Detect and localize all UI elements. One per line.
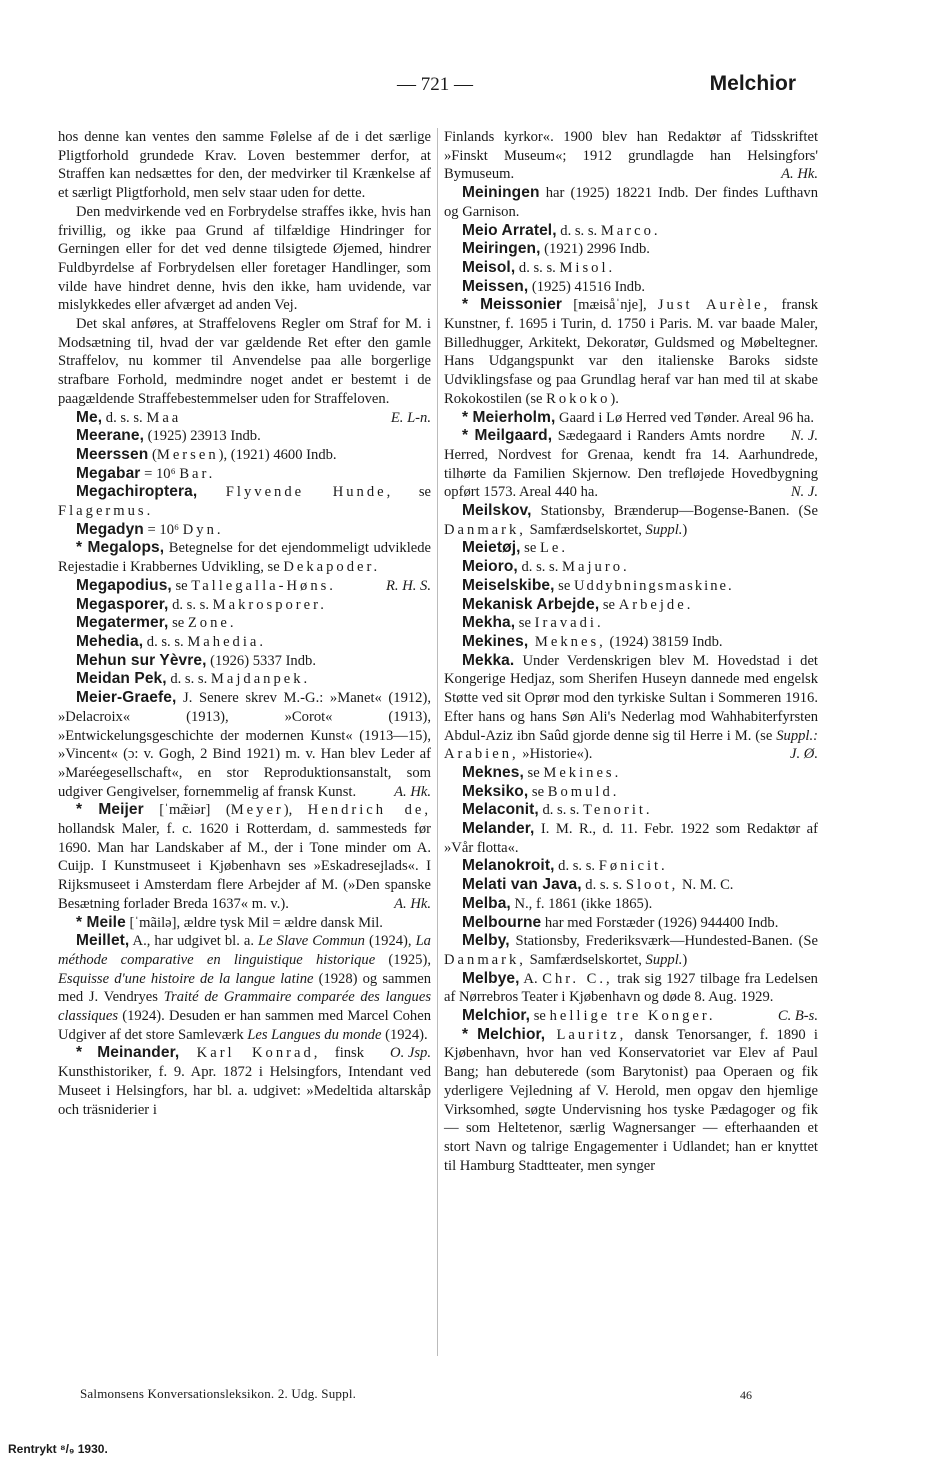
entry-text: d. s. s. <box>554 858 599 875</box>
headword: Me, <box>76 408 103 426</box>
cross-reference: Majdanpek. <box>210 671 311 688</box>
entry-text: se <box>171 577 192 594</box>
headword: Megasporer, <box>76 595 169 613</box>
entry-text: fransk Kunstner, f. 1695 i Turin, d. 1750 i Paris. M. var baade Maler, Billedhugger, Arkitekt, Dekoratør, Guldsmed og Møbeltegner. Hans Udgangspunkt var den italienske Baroks sidste Udviklingsfase og paa Grundlag heraf var han med til at skabe Rokokostilen (se <box>444 297 818 407</box>
entry-text: A., har udgivet bl. a. <box>129 933 259 950</box>
cross-reference: Dekapoder. <box>283 559 381 576</box>
entry-text: ), <box>283 802 308 819</box>
entry-meiringen <box>444 240 818 259</box>
headword: Megatermer, <box>76 614 169 632</box>
entry-text: se <box>528 783 548 800</box>
author-signature: A. Hk. <box>781 166 818 183</box>
cross-reference: Makrosporer. <box>212 596 327 613</box>
author-signature: O. Jsp. <box>390 1045 431 1062</box>
entry-meisol <box>444 259 818 278</box>
entry-text: N. M. C. <box>678 877 734 894</box>
headword: Meksiko, <box>462 782 529 800</box>
entry-meksiko <box>444 783 818 802</box>
headword: Melby, <box>462 932 510 950</box>
headword: Meerane, <box>76 427 144 445</box>
headword: Meissen, <box>462 277 529 295</box>
entry-text: = 10⁶ <box>140 465 180 482</box>
headword: * Meijer <box>76 801 144 819</box>
entry-meilgaard <box>444 427 818 502</box>
headword: Meisol, <box>462 258 516 276</box>
headword: * Meierholm, <box>462 408 556 426</box>
entry-text: Samfærdselskortet, <box>525 951 646 968</box>
entry-text: se <box>599 596 619 613</box>
entry-text: se <box>393 484 431 501</box>
headword: * Meile <box>76 913 126 931</box>
headword: Meier-Graefe, <box>76 689 177 707</box>
entry-meier-graefe <box>58 689 431 801</box>
entry-melanokroit <box>444 857 818 876</box>
cross-reference: Arabien, <box>444 746 519 763</box>
entry-text: trak sig 1927 tilbage fra Ledelsen af Nørrebros Teater i Kjøbenhavn og døde 8. Aug. 1929. <box>444 970 818 1006</box>
entry-text: har med Forstæder (1926) 944400 Indb. <box>541 914 779 931</box>
column-divider <box>437 128 438 1356</box>
entry-meioro <box>444 558 818 577</box>
cross-reference: Tallegalla-Høns. <box>191 577 336 594</box>
entry-text: Meyer <box>230 802 284 819</box>
headword: Meerssen <box>76 445 149 463</box>
entry-text: ( <box>148 446 157 463</box>
entry-text: d. s. s. <box>168 596 213 613</box>
cross-reference: Tenorit. <box>583 802 653 819</box>
headword: Meiselskibe, <box>462 576 555 594</box>
author-signature: R. H. S. <box>386 577 431 594</box>
cross-reference: Dyn. <box>182 521 224 538</box>
entry-text: d. s. s. <box>143 633 188 650</box>
entry-text: d. s. s. <box>517 559 563 576</box>
cross-reference: Danmark, <box>444 951 526 968</box>
entry-melander <box>444 820 818 857</box>
entry-text: [ˈmæ̃iər] ( <box>143 802 231 819</box>
headword: * Melchior, <box>462 1025 546 1043</box>
entry-text: d. s. s. <box>515 259 560 276</box>
cross-reference: Mersen <box>156 446 219 463</box>
entry-mekka <box>444 652 818 764</box>
entry-text: (1924), <box>364 933 416 950</box>
paragraph: Den medvirkende ved en Forbrydelse straffes ikke, hvis han frivillig, og ikke paa Grund af tilfældige Hindringer for Gerningen eller for det ved denne tilsigtede Øjemed, hindrer Fuldbyrdelse af Forbrydelsen eller foretager Handlinger, som vilde have hindret denne, hvis den ikke, ham uvidende, var mislykkedes eller afværget ad anden Vej. <box>58 203 431 314</box>
entry-text: Samfærdselskortet, <box>525 521 646 538</box>
entry-text: (1924). Desuden er han sammen med Marcel Cohen Udgiver af det store Samleværk <box>58 1008 431 1043</box>
cross-reference: Bomuld. <box>547 783 620 800</box>
entry-mehun <box>58 652 431 671</box>
cross-reference: Rokoko <box>546 390 611 407</box>
headword: Meio Arratel, <box>462 221 557 239</box>
headword: Melati van Java, <box>462 876 582 894</box>
entry-text: I. M. R., d. 11. Febr. 1922 som Redaktør af »Vår flotta«. <box>444 821 818 856</box>
entry-melbourne <box>444 914 818 933</box>
cross-reference: Le. <box>539 540 569 557</box>
entry-text: (1924) 38159 Indb. <box>605 633 723 650</box>
entry-text: d. s. s. <box>581 877 626 894</box>
entry-meile <box>58 914 431 933</box>
entry-meissonier <box>444 296 818 408</box>
entry-text: [ˈmãilə], ældre tysk Mil = ældre dansk Mil. <box>125 914 383 931</box>
entry-text: Under Verdenskrigen blev M. Hovedstad i det Kongerige Hedjaz, som Sherifen Huseyn dannede med engelsk Støtte ved sit Oprør mod den tyrkiske Sultan i Sommeren 1916. Efter hans og hans Søn Ali's Nederlag mod Wahhabiterfyrsten Abdul-Aziz ibn Saûd gjorde denne sig til Herre i M. (se <box>444 652 818 744</box>
cross-reference: Fønicit. <box>598 858 668 875</box>
entry-mekines <box>444 633 818 652</box>
headword: Megachiroptera, <box>76 483 198 501</box>
cross-reference: Danmark, <box>444 521 526 538</box>
entry-text: se <box>515 615 535 632</box>
author-signature: A. Hk. <box>394 783 431 800</box>
author-signature: J. Ø. <box>790 746 818 763</box>
paragraph-text: Det skal anføres, at Straffelovens Regler om Straf for M. i Modsætning til, hvad der var gældende Ret efter den gamle Straffelov, nu kommer til Anvendelse paa alle borgerlige strafbare Forhold, medmindre noget andet er bestemt i de paagældende Straffebestemmelser uden for Straffeloven. <box>58 316 431 407</box>
entry-text: se <box>168 615 188 632</box>
entry-melaconit <box>444 801 818 820</box>
entry-text: Suppl.: <box>776 727 818 744</box>
entry-megabar <box>58 465 431 484</box>
entry-text: A. <box>519 970 543 987</box>
headword: Meiningen <box>462 184 540 202</box>
cross-reference: Mekines. <box>543 764 622 781</box>
entry-meerane <box>58 427 431 446</box>
headword: Mehedia, <box>76 632 144 650</box>
entry-text: Meknes, <box>528 633 606 650</box>
paragraph: hos denne kan ventes den samme Følelse af de i det særlige Pligtforhold grundede Krav. Loven bestemmer derfor, at Straffen kan nedsættes for den, der medvirker til Krænkelse af et særligt Pligtforhold, men selv staar uden for dette. <box>58 129 431 202</box>
headword: Melander, <box>462 820 535 838</box>
entry-text: J. Senere skrev M.-G.: »Manet« (1912), »Delacroix« (1913), »Corot« (1913), »Entwickelungsgeschichte der modernen Kunst« (1913—15), »Vincent« (ɔ: v. Gogh, 2 Bind 1921) m. v. Han blev Leder af »Maréegesellschaft«, en stor Reproduktionsanstalt, som udgiver Gengivelser, fornemmelig af fransk Kunst. <box>58 690 431 800</box>
entry-text: (1921) 2996 Indb. <box>540 241 650 258</box>
headword: Mehun sur Yèvre, <box>76 651 207 669</box>
entry-text: ) <box>682 951 688 968</box>
author-signature: E. L-n. <box>390 409 431 426</box>
entry-melba <box>444 895 818 914</box>
entry-text: Betegnelse for det ejendommeligt udviklede Rejestadie i Krabbernes Udvikling, se <box>58 540 431 576</box>
cross-reference: Zone. <box>187 615 237 632</box>
headword: Meietøj, <box>462 539 521 557</box>
entry-text: Gaard i Lø Herred ved Tønder. Areal 96 ha. <box>555 409 815 426</box>
entry-text: d. s. s. <box>556 222 601 239</box>
entry-text: [mæisåˈnje], <box>562 297 658 314</box>
entry-text: dansk Tenorsanger, f. 1890 i Kjøbenhavn, hvor han ved Konservatoriet var Elev af Paul Bang; han debuterede (som Barytonist) paa Operaen og fik yderligere Vejledning af V. Herold, men opgav den hjemlige Virksomhed, søgte Undervisning hos tyske Pædagoger og fik — som Heltetenor, særlig Wagnersanger — efterhaanden et stort Navn og talrige Engagementer i Udlandet; han er knyttet til Hamburg Stadtteater, men synger <box>444 1026 818 1174</box>
cross-reference: Mahedia. <box>187 633 267 650</box>
headword: Mekha, <box>462 614 516 632</box>
entry-text: Stationsby, Frederiksværk—Hundested-Banen. (Se <box>509 933 818 950</box>
entry-meiningen <box>444 184 818 221</box>
cross-reference: Majuro. <box>562 559 630 576</box>
entry-text: finsk Kunsthistoriker, f. 9. Apr. 1872 i Helsingfors, Intendant ved Museet i Helsingfors, har bl. a. udgivet: »Medeltida altarskåp och träsniderier i <box>58 1045 431 1118</box>
entry-text: Karl Konrad, <box>179 1045 321 1062</box>
entry-text: har (1925) 18221 Indb. Der findes Lufthavn og Garnison. <box>444 185 818 220</box>
book-title: Esquisse d'une histoire de la langue latine <box>58 970 314 987</box>
headword: Melaconit, <box>462 801 539 819</box>
cross-reference: Flagermus. <box>58 503 154 520</box>
reprint-mark: Rentrykt ⁸/₉ 1930. <box>8 1442 108 1456</box>
entry-text: d. s. s. <box>166 671 211 688</box>
headword: Melanokroit, <box>462 857 555 875</box>
headword: Meiringen, <box>462 240 541 258</box>
entry-text: Lauritz, <box>545 1026 627 1043</box>
headword: * Meinander, <box>76 1044 180 1062</box>
entry-meissen <box>444 278 818 297</box>
entry-text: se <box>523 764 544 781</box>
cross-reference: Marco. <box>600 222 661 239</box>
headword: Melbye, <box>462 969 520 987</box>
headword: Meidan Pek, <box>76 670 167 688</box>
entry-megasporer <box>58 596 431 615</box>
entry-text: hollandsk Maler, f. c. 1620 i Rotterdam, d. sammesteds før 1690. Man har Landskaber af M., der i Tone minder om A. Cuijp. I Kunstmuseet i Kjøbenhavn ses »Eskadresejlads«. I Rijksmuseet i Amsterdam flere Arbejder af M. (»Den spanske Besætning forlader Breda 1637« m. v.). <box>58 821 431 912</box>
entry-text: (1928) og sammen med J. Vendryes <box>58 970 431 1006</box>
entry-text: (1926) 5337 Indb. <box>206 652 316 669</box>
entry-meiselskibe <box>444 577 818 596</box>
entry-text: Chr. C., <box>542 970 613 987</box>
headword: Melba, <box>462 894 511 912</box>
entry-text: Sædegaard i Randers Amts nordre Herred, Nordvest for Grenaa, kendt fra 14. Aarhundrede, tilhørte da Familien Skjernow. Den trefløjede Hovedbygning opført 1573. Areal 440 ha. <box>444 428 818 501</box>
cross-reference: Arbejde. <box>618 596 694 613</box>
entry-continuation <box>444 128 818 184</box>
cross-reference: Bar. <box>179 465 216 482</box>
entry-text: Flyvende Hunde, <box>197 484 394 501</box>
headword: Melchior, <box>462 1007 531 1025</box>
entry-text: ). <box>610 390 619 407</box>
entry-meilskov <box>444 502 818 539</box>
entry-text: Hendrich de, <box>307 802 431 819</box>
entry-text: (1925) 41516 Indb. <box>528 278 646 295</box>
right-column <box>444 128 818 1175</box>
publication-footer: Salmonsens Konversationsleksikon. 2. Udg. Suppl. <box>80 1386 357 1401</box>
entry-text: = 10⁶ <box>143 521 183 538</box>
entry-melby <box>444 932 818 969</box>
entry-text: Suppl. <box>645 951 683 968</box>
page-number: — 721 — <box>397 74 473 95</box>
headword: Megadyn <box>76 520 144 538</box>
headword: Meioro, <box>462 558 518 576</box>
entry-text: N., f. 1861 (ikke 1865). <box>510 895 653 912</box>
headword: Melbourne <box>462 913 542 931</box>
entry-text: d. s. s. <box>538 802 583 819</box>
entry-text: ) <box>682 521 688 538</box>
entry-melati-van-java <box>444 876 818 895</box>
entry-megadyn <box>58 521 431 540</box>
entry-text: (1924). <box>381 1026 428 1043</box>
entry-meidan-pek <box>58 670 431 689</box>
headword: Meknes, <box>462 763 524 781</box>
headword: * Meissonier <box>462 296 563 314</box>
author-signature: A. Hk. <box>394 895 431 912</box>
left-column <box>58 128 431 1119</box>
entry-text: se <box>554 577 574 594</box>
book-title: Traité de Grammaire comparée des langues classiques <box>58 989 432 1025</box>
headword: Megabar <box>76 464 141 482</box>
entry-melchior-lauritz <box>444 1026 818 1176</box>
book-title: Les Langues du monde <box>247 1026 382 1043</box>
cross-reference: Maa <box>146 409 182 426</box>
entry-meio-arratel <box>444 222 818 241</box>
author-signature: N. J. <box>790 428 818 445</box>
entry-mehedia <box>58 633 431 652</box>
entry-meietoj <box>444 539 818 558</box>
headword: Mekka. <box>462 651 515 669</box>
cross-reference: hellige tre Konger. <box>549 1008 716 1025</box>
headword: * Megalops, <box>76 539 165 557</box>
entry-text: Suppl. <box>645 521 683 538</box>
entry-meerssen <box>58 446 431 465</box>
cross-reference: Sloot, <box>625 877 679 894</box>
entry-text: (1925) 23913 Indb. <box>144 428 261 445</box>
entry-text: se <box>530 1008 550 1025</box>
headword: * Meilgaard, <box>462 427 553 445</box>
author-signature: N. J. <box>790 484 818 501</box>
headword: Meillet, <box>76 932 130 950</box>
entry-mekha <box>444 614 818 633</box>
entry-megachiroptera <box>58 483 431 520</box>
entry-megatermer <box>58 614 431 633</box>
cross-reference: Iravadi. <box>534 615 604 632</box>
entry-meijer <box>58 801 431 913</box>
headword: Mekanisk Arbejde, <box>462 595 600 613</box>
author-signature: C. B-s. <box>777 1008 818 1025</box>
entry-text: Stationsby, Brænderup—Bogense-Banen. (Se <box>531 503 818 520</box>
headword: Meilskov, <box>462 502 532 520</box>
entry-text: Just Aurèle, <box>657 297 771 314</box>
entry-text: ), (1921) 4600 Indb. <box>218 446 337 463</box>
headword: Mekines, <box>462 632 529 650</box>
entry-text: Finlands kyrkor«. 1900 blev han Redaktør af Tidsskriftet »Finskt Museum«; 1912 grundlagde han Helsingfors' Bymuseum. <box>444 129 818 183</box>
entry-mekanisk-arbejde <box>444 596 818 615</box>
cross-reference: Uddybningsmaskine. <box>574 577 734 594</box>
running-head: Melchior <box>709 72 796 95</box>
entry-text: se <box>520 540 540 557</box>
entry-text: (1925), <box>375 951 431 968</box>
sheet-number: 46 <box>740 1388 752 1402</box>
book-title: Le Slave Commun <box>258 933 365 950</box>
entry-text: »Historie«). <box>518 746 593 763</box>
book-title: La méthode comparative en linguistique historique <box>58 933 431 968</box>
entry-meknes <box>444 764 818 783</box>
cross-reference: Misol. <box>559 259 616 276</box>
headword: Megapodius, <box>76 576 172 594</box>
entry-text: d. s. s. <box>102 409 147 426</box>
